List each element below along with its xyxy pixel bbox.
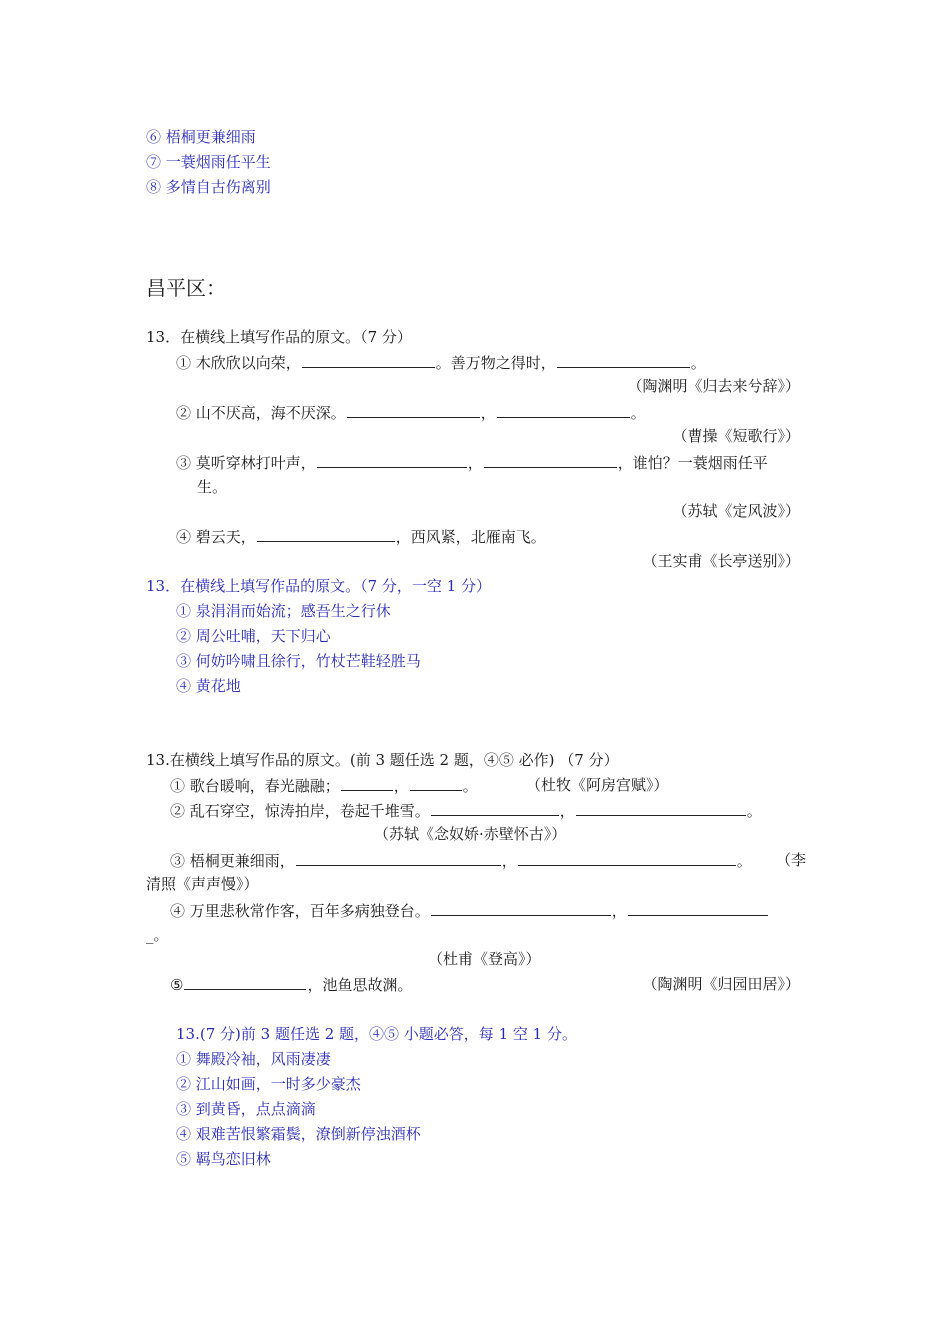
blank-line xyxy=(628,900,768,916)
blank-line xyxy=(302,352,435,368)
blank-line xyxy=(341,775,393,791)
blank-line xyxy=(518,850,736,866)
blank-line xyxy=(347,402,480,418)
item-text: ② 山不厌高，海不厌深。 xyxy=(176,404,346,422)
item-text: ， xyxy=(467,454,483,472)
item-text: ① 歌台暖响，春光融融； xyxy=(170,777,340,795)
answer-line: ④ 艰难苦恨繁霜鬓，潦倒新停浊酒杯 xyxy=(176,1125,421,1143)
answer-stem: 13.(7 分)前 3 题任选 2 题，④⑤ 小题必答，每 1 空 1 分。 xyxy=(176,1025,577,1043)
question-item xyxy=(170,775,478,796)
source-citation: （陶渊明《归去来兮辞》） xyxy=(627,377,800,395)
question-stem: 13.在横线上填写作品的原文。(前 3 题任选 2 题，④⑤ 必作) （7 分） xyxy=(146,751,619,769)
blank-line xyxy=(410,775,462,791)
question-item-continued: 生。 xyxy=(197,478,228,496)
item-text: ， xyxy=(393,777,409,795)
answer-line: ③ 到黄昏，点点滴滴 xyxy=(176,1100,316,1118)
blank-line xyxy=(557,352,690,368)
blank-line xyxy=(497,402,630,418)
item-text: 。 xyxy=(736,852,752,870)
item-text: 。 xyxy=(690,354,706,372)
source-citation: （李 xyxy=(776,851,807,869)
answer-line: ① 泉涓涓而始流；感吾生之行休 xyxy=(176,602,391,620)
blank-line xyxy=(431,900,611,916)
blank-line xyxy=(484,452,617,468)
answer-line: ③ 何妨吟啸且徐行，竹杖芒鞋轻胜马 xyxy=(176,652,421,670)
item-text: ② 乱石穿空，惊涛拍岸，卷起千堆雪。 xyxy=(170,802,430,820)
item-text: 。 xyxy=(746,802,762,820)
item-text: ① 木欣欣以向荣， xyxy=(176,354,301,372)
question-item xyxy=(176,452,768,473)
item-text: ③ 梧桐更兼细雨， xyxy=(170,852,295,870)
item-text: ④ 万里悲秋常作客，百年多病独登台。 xyxy=(170,902,430,920)
item-text: ， xyxy=(611,902,627,920)
source-citation: 清照《声声慢》） xyxy=(146,875,259,893)
item-text: ③ 莫听穿林打叶声， xyxy=(176,454,316,472)
source-citation: （苏轼《定风波》） xyxy=(672,502,800,520)
item-text: ， xyxy=(501,852,517,870)
question-item xyxy=(176,402,646,423)
item-text: ，池鱼思故渊。 xyxy=(307,976,413,994)
answer-line: ⑧ 多情自古伤离别 xyxy=(146,178,271,196)
item-text: ④ 碧云天， xyxy=(176,528,256,546)
blank-line xyxy=(296,850,501,866)
blank-line xyxy=(576,800,746,816)
question-item xyxy=(176,352,706,373)
item-text: 。 xyxy=(462,777,478,795)
item-text: ， xyxy=(559,802,575,820)
question-item xyxy=(170,800,762,821)
source-citation: （王实甫《长亭送别》） xyxy=(642,552,800,570)
item-text: ，谁怕？一蓑烟雨任平 xyxy=(617,454,768,472)
answer-line: ② 周公吐哺，天下归心 xyxy=(176,627,331,645)
answer-line: ⑥ 梧桐更兼细雨 xyxy=(146,128,256,146)
answer-line: ⑦ 一蓑烟雨任平生 xyxy=(146,153,271,171)
source-citation: （杜牧《阿房宫赋》） xyxy=(526,776,669,794)
answer-line: ④ 黄花地 xyxy=(176,677,241,695)
item-text: ⑤ xyxy=(170,976,184,994)
item-text: ，西风紧，北雁南飞。 xyxy=(395,528,546,546)
source-citation: （曹操《短歌行》） xyxy=(672,427,800,445)
blank-line xyxy=(431,800,559,816)
question-item-continued: _。 xyxy=(146,926,169,944)
item-text: 。 xyxy=(630,404,646,422)
question-item xyxy=(170,900,769,921)
question-item xyxy=(170,850,752,871)
answer-line: ⑤ 羁鸟恋旧林 xyxy=(176,1150,271,1168)
section-title: 昌平区： xyxy=(146,276,226,300)
source-citation: （苏轼《念奴娇·赤壁怀古》） xyxy=(374,825,567,843)
blank-line xyxy=(257,526,395,542)
blank-line xyxy=(317,452,467,468)
question-item xyxy=(170,974,412,995)
source-citation: （陶渊明《归园田居》） xyxy=(642,975,800,993)
item-text: 。善万物之得时， xyxy=(435,354,556,372)
answer-line: ② 江山如画，一时多少豪杰 xyxy=(176,1075,361,1093)
question-item xyxy=(176,526,546,547)
source-citation: （杜甫《登高》） xyxy=(428,950,541,968)
question-stem: 13．在横线上填写作品的原文。（7 分） xyxy=(146,328,412,346)
blank-line xyxy=(184,974,306,990)
answer-stem: 13．在横线上填写作品的原文。（7 分，一空 1 分） xyxy=(146,577,491,595)
item-text: ， xyxy=(480,404,496,422)
answer-line: ① 舞殿冷袖，风雨凄凄 xyxy=(176,1050,331,1068)
